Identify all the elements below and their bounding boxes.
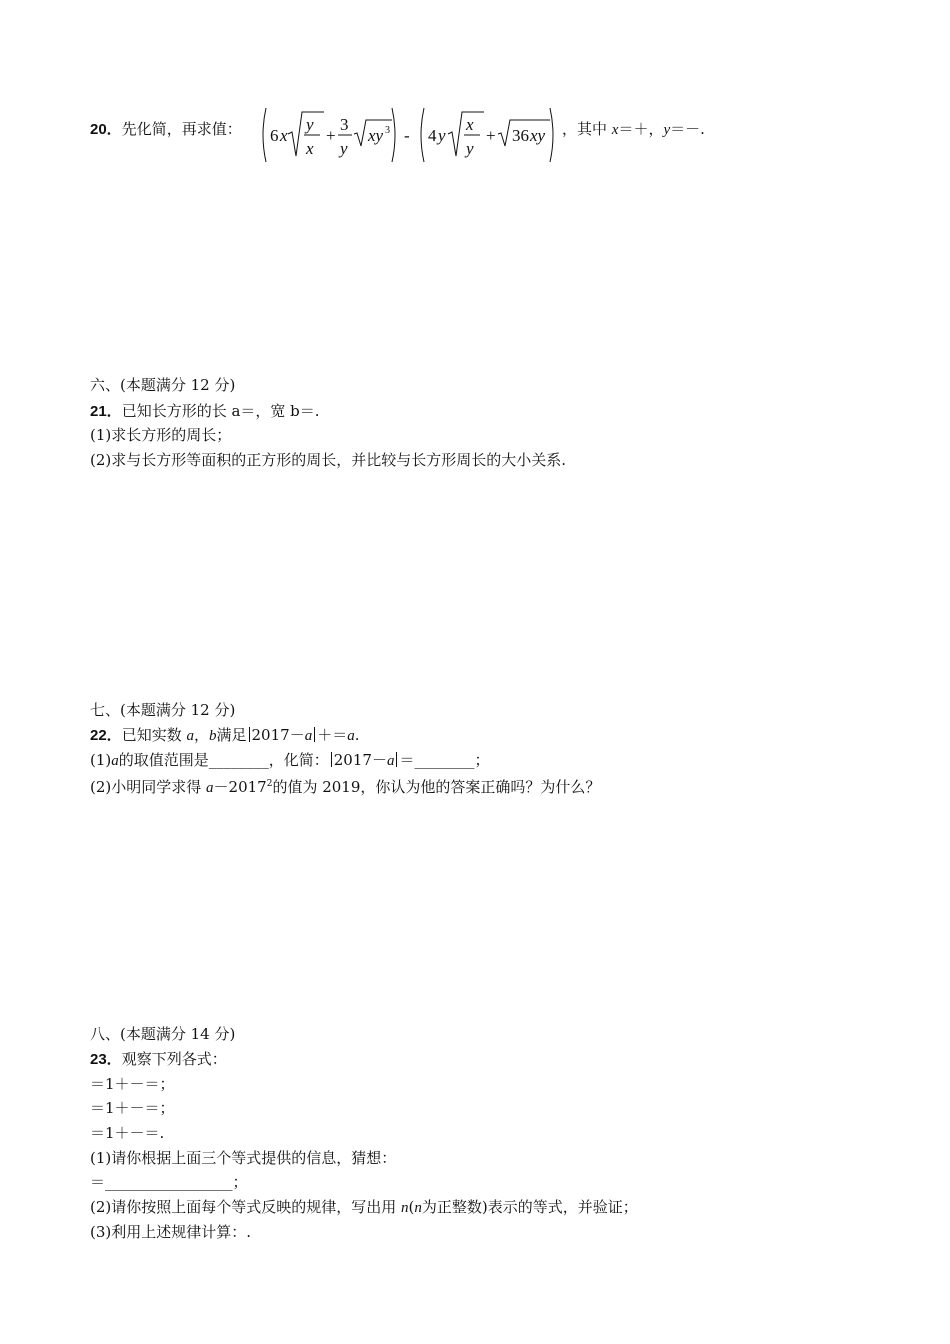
q23-line <box>90 1049 227 1070</box>
formula-plus-2: + <box>486 126 496 145</box>
q23-number: 23． <box>90 1051 122 1068</box>
q23-part1: (1)请你根据上面三个等式提供的信息，猜想： <box>90 1149 397 1167</box>
q22-p1-pre: (1) <box>90 751 112 769</box>
q23-part2 <box>90 1197 638 1218</box>
q22-text-e: . <box>354 726 360 744</box>
q22-text-b: ， <box>193 726 209 744</box>
formula-paren-left-1 <box>263 108 266 162</box>
q22-var-a: a <box>186 728 194 744</box>
q23-eq1: ＝1＋－＝； <box>90 1075 175 1093</box>
q22-var-b: b <box>208 728 217 744</box>
abs-bar-left-2 <box>331 752 332 767</box>
abs-bar-left <box>249 727 250 742</box>
q20-y-val: ＝－. <box>670 120 705 138</box>
q22-text-a: 已知实数 <box>121 726 187 744</box>
abs-bar-right <box>314 727 315 742</box>
formula-paren-right-2 <box>550 108 553 162</box>
q23-blank: ＝_________________； <box>90 1173 248 1191</box>
q23-p2-end: 为正整数)表示的等式，并验证； <box>421 1198 638 1216</box>
q20-number: 20． <box>90 121 122 138</box>
formula-frac2-num: 3 <box>340 115 349 134</box>
formula-cube: 3 <box>385 125 390 136</box>
sec7-header: 七、(本题满分 12 分) <box>90 701 236 719</box>
q23-part3: (3)利用上述规律计算：. <box>90 1223 252 1241</box>
q21-number: 21． <box>90 403 122 420</box>
formula-y-2: y <box>438 126 446 145</box>
q22-p2-end: 的值为 2019，你认为他的答案正确吗？为什么？ <box>272 778 601 796</box>
formula-frac1-num: y <box>306 115 314 134</box>
q22-abs-inner: 2017－ <box>251 726 305 744</box>
q22-p1-abs-var-a: a <box>386 753 395 769</box>
q22-result-var-a: a <box>347 728 355 744</box>
formula-coef-6: 6 <box>270 126 279 145</box>
q22-p2-mid: －2017 <box>213 778 267 796</box>
q22-text-d: ＋＝ <box>317 726 348 744</box>
q21-text: 已知长方形的长 a＝，宽 b＝. <box>121 402 320 420</box>
q20-text: 先化简，再求值： <box>121 120 242 138</box>
q21-part2: (2)求与长方形等面积的正方形的周长，并比较与长方形周长的大小关系. <box>90 451 567 469</box>
q23-p2-n2: n <box>414 1200 422 1216</box>
q22-number: 22． <box>90 727 122 744</box>
formula-plus-1: + <box>326 126 336 145</box>
q22-p2-pre: (2)小明同学求得 <box>90 778 207 796</box>
formula-frac1-den: x <box>306 139 314 158</box>
q22-p1-var-a: a <box>111 753 119 769</box>
q20-tail-pre: ，其中 <box>562 120 612 138</box>
q20-tail <box>562 119 705 140</box>
formula-paren-left-2 <box>421 108 424 162</box>
formula-x-1: x <box>280 126 288 145</box>
formula-frac3-num: x <box>466 115 474 134</box>
q21-line <box>90 401 320 422</box>
q23-p2-paren: ( <box>408 1198 415 1216</box>
q22-line <box>90 725 359 746</box>
q22-part1 <box>90 750 489 771</box>
q22-p1-end: ＝________； <box>399 751 490 769</box>
formula-frac2-den: y <box>340 139 348 158</box>
q22-abs-var-a: a <box>304 728 313 744</box>
formula-minus: - <box>404 126 410 145</box>
q23-p2-n: n <box>401 1200 409 1216</box>
formula-xy-2: xy <box>530 126 546 145</box>
q20-line <box>90 119 242 140</box>
q21-part1: (1)求长方形的周长； <box>90 426 232 444</box>
q20-x-val: ＝＋， <box>618 120 664 138</box>
formula-frac3-den: y <box>466 139 474 158</box>
formula-xy-1: xy <box>368 126 384 145</box>
q23-text: 观察下列各式： <box>121 1050 227 1068</box>
q22-p2-var-a: a <box>206 780 214 796</box>
sec8-header: 八、(本题满分 14 分) <box>90 1025 236 1043</box>
formula-36: 36 <box>512 126 529 145</box>
abs-bar-right-2 <box>396 752 397 767</box>
q22-p1-mid: 的取值范围是________，化简： <box>118 751 329 769</box>
q23-p2-pre: (2)请你按照上面每个等式反映的规律，写出用 <box>90 1198 402 1216</box>
q20-y-var: y <box>663 122 671 138</box>
q22-p1-abs-inner: 2017－ <box>333 751 387 769</box>
q23-eq3: ＝1＋－＝. <box>90 1124 165 1142</box>
q23-eq2: ＝1＋－＝； <box>90 1099 175 1117</box>
q22-text-c: 满足 <box>216 726 247 744</box>
formula-coef-4: 4 <box>428 126 437 145</box>
q20-x-var: x <box>611 122 619 138</box>
sec6-header: 六、(本题满分 12 分) <box>90 376 236 394</box>
formula-paren-right-1 <box>392 108 395 162</box>
q22-part2 <box>90 774 600 798</box>
q22-p2-sup: 2 <box>266 779 273 789</box>
